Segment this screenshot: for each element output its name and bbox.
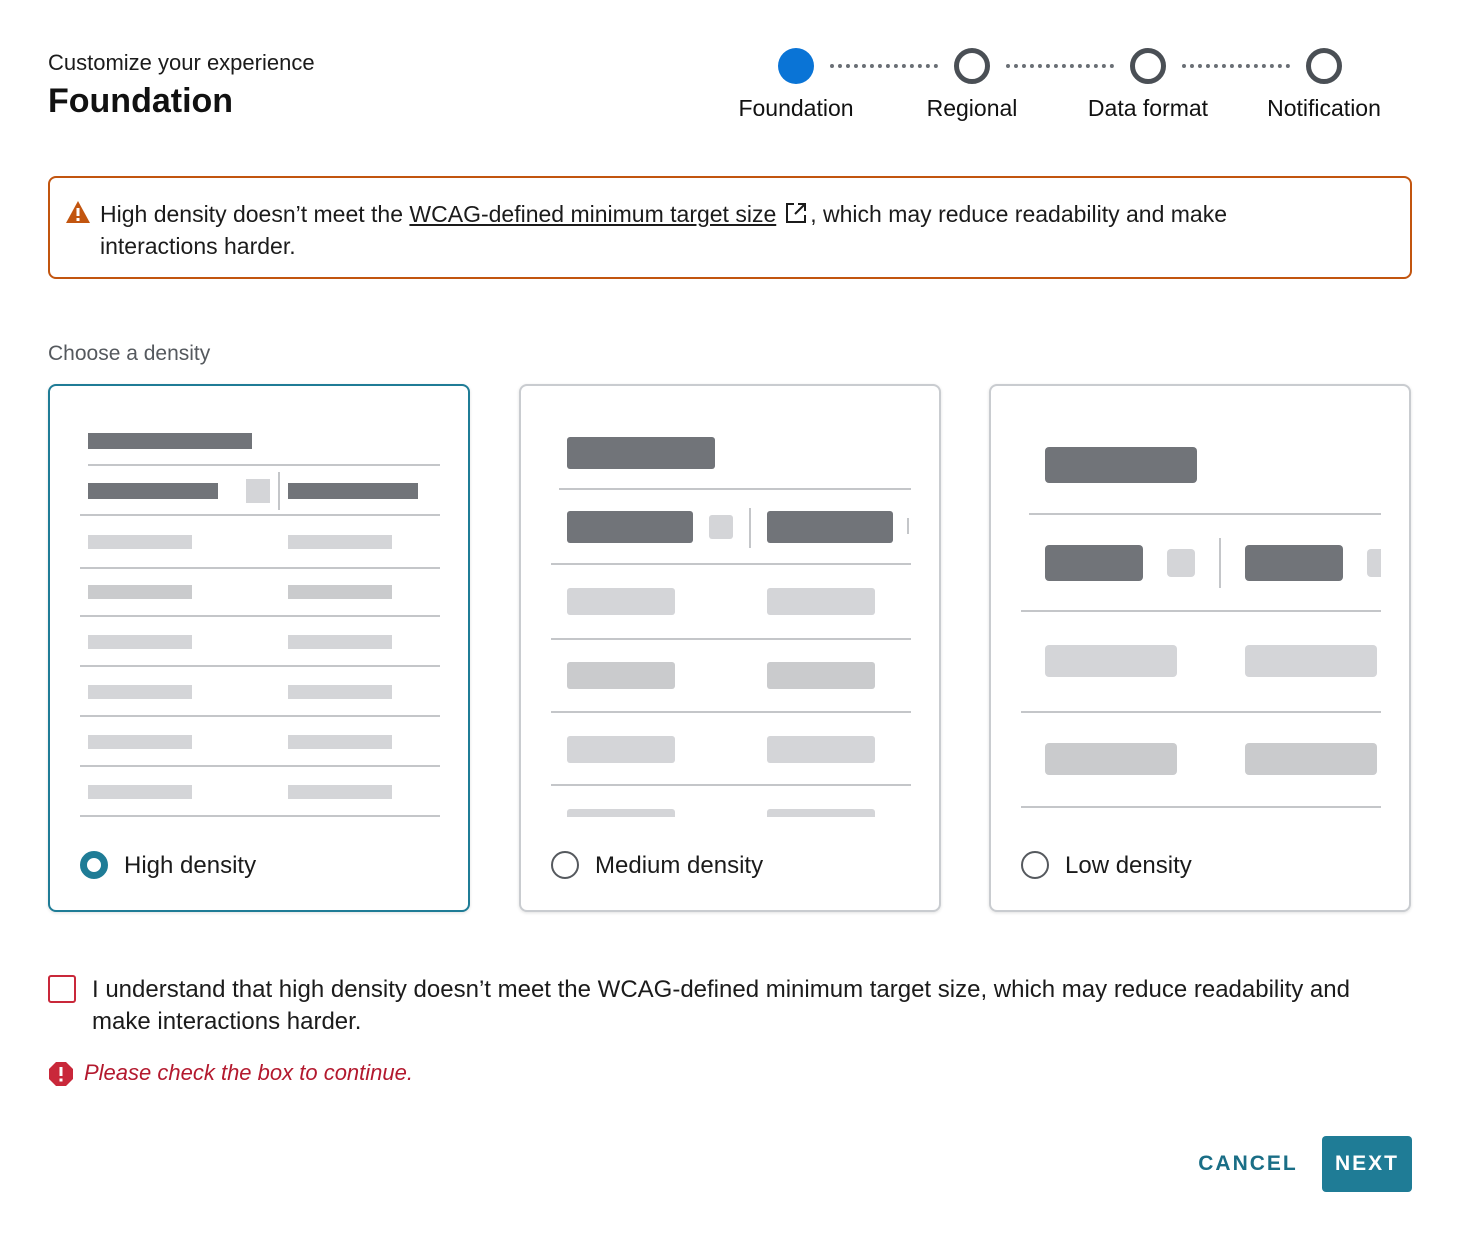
skeleton-cell (567, 809, 675, 817)
skeleton-cell (1045, 743, 1177, 775)
skeleton-cell (567, 736, 675, 763)
skeleton-cell (288, 585, 392, 599)
skeleton-header-cell (1245, 545, 1343, 581)
external-link-icon[interactable] (784, 201, 808, 225)
error-icon (48, 1061, 74, 1087)
skeleton-cell (288, 735, 392, 749)
skeleton-header-cell (1045, 545, 1143, 581)
acknowledge-checkbox[interactable] (48, 975, 76, 1003)
divider (1021, 711, 1381, 713)
density-card-low[interactable] (989, 384, 1411, 912)
divider (80, 765, 440, 767)
skeleton-cell (88, 585, 192, 599)
divider (551, 711, 911, 713)
divider (1021, 806, 1381, 808)
divider (80, 665, 440, 667)
divider (80, 567, 440, 569)
divider (749, 508, 751, 548)
page-subtitle: Customize your experience (48, 50, 315, 75)
skeleton-header-cell (288, 483, 418, 499)
skeleton-cell (767, 809, 875, 817)
skeleton-cell (1045, 645, 1177, 677)
alert-text-suffix: , which may reduce readability and make (810, 201, 1228, 227)
radio-medium-density-label[interactable]: Medium density (595, 852, 764, 879)
step-foundation-label: Foundation (738, 95, 854, 121)
step-notification-label: Notification (1267, 95, 1381, 121)
alert-message (100, 198, 1380, 262)
skeleton-cell (88, 735, 192, 749)
skeleton-cell (88, 535, 192, 549)
step-notification-indicator (1306, 48, 1342, 84)
divider (80, 815, 440, 817)
skeleton-cell (767, 662, 875, 689)
skeleton-cell (767, 588, 875, 615)
divider (80, 615, 440, 617)
page-title: Foundation (48, 82, 234, 120)
skeleton-title (1045, 447, 1197, 483)
divider (1219, 538, 1221, 588)
divider (88, 464, 440, 466)
skeleton-title (567, 437, 715, 469)
divider (551, 563, 911, 565)
radio-low-density[interactable] (1021, 851, 1049, 879)
skeleton-header-cell (567, 511, 693, 543)
divider (278, 472, 280, 510)
divider (1021, 610, 1381, 612)
skeleton-cell (88, 685, 192, 699)
warning-icon (65, 200, 91, 224)
wcag-link[interactable]: WCAG-defined minimum target size (409, 201, 777, 227)
skeleton-title (88, 433, 252, 449)
radio-high-density-label[interactable]: High density (124, 852, 257, 879)
step-connector (1182, 64, 1290, 68)
skeleton-icon (1367, 549, 1381, 577)
skeleton-header-cell (767, 511, 893, 543)
cancel-button[interactable]: CANCEL (1198, 1152, 1298, 1175)
radio-low-density-label[interactable]: Low density (1065, 852, 1192, 879)
skeleton-cell (288, 635, 392, 649)
skeleton-cell (567, 662, 675, 689)
radio-medium-density[interactable] (551, 851, 579, 879)
warning-alert (48, 176, 1412, 279)
skeleton-cell (567, 588, 675, 615)
skeleton-icon (246, 479, 270, 503)
alert-text-line2: interactions harder. (100, 233, 296, 259)
step-foundation-indicator (778, 48, 814, 84)
density-label: Choose a density (48, 342, 211, 365)
step-data-format-label: Data format (1087, 95, 1209, 121)
skeleton-cell (288, 685, 392, 699)
skeleton-cell (288, 785, 392, 799)
step-data-format-indicator (1130, 48, 1166, 84)
skeleton-icon (709, 515, 733, 539)
divider (1029, 513, 1381, 515)
skeleton-icon (1167, 549, 1195, 577)
divider (80, 514, 440, 516)
skeleton-cell (88, 635, 192, 649)
error-message: Please check the box to continue. (84, 1060, 413, 1085)
divider (907, 518, 909, 534)
radio-high-density[interactable] (80, 851, 108, 879)
divider (551, 638, 911, 640)
divider (551, 784, 911, 786)
density-card-high[interactable] (48, 384, 470, 912)
step-connector (1006, 64, 1114, 68)
skeleton-header-cell (88, 483, 218, 499)
step-regional-indicator (954, 48, 990, 84)
acknowledge-label[interactable]: I understand that high density doesn’t meet the WCAG-defined minimum target size, which may reduce readability and make interactions harder. (92, 976, 1350, 1035)
alert-text-prefix: High density doesn’t meet the (100, 201, 410, 227)
skeleton-cell (1245, 743, 1377, 775)
density-card-medium[interactable] (519, 384, 941, 912)
step-regional-label: Regional (926, 95, 1018, 121)
skeleton-cell (1245, 645, 1377, 677)
divider (80, 715, 440, 717)
step-connector (830, 64, 938, 68)
next-button[interactable]: NEXT (1322, 1136, 1412, 1192)
skeleton-cell (288, 535, 392, 549)
skeleton-cell (767, 736, 875, 763)
skeleton-cell (88, 785, 192, 799)
divider (559, 488, 911, 490)
